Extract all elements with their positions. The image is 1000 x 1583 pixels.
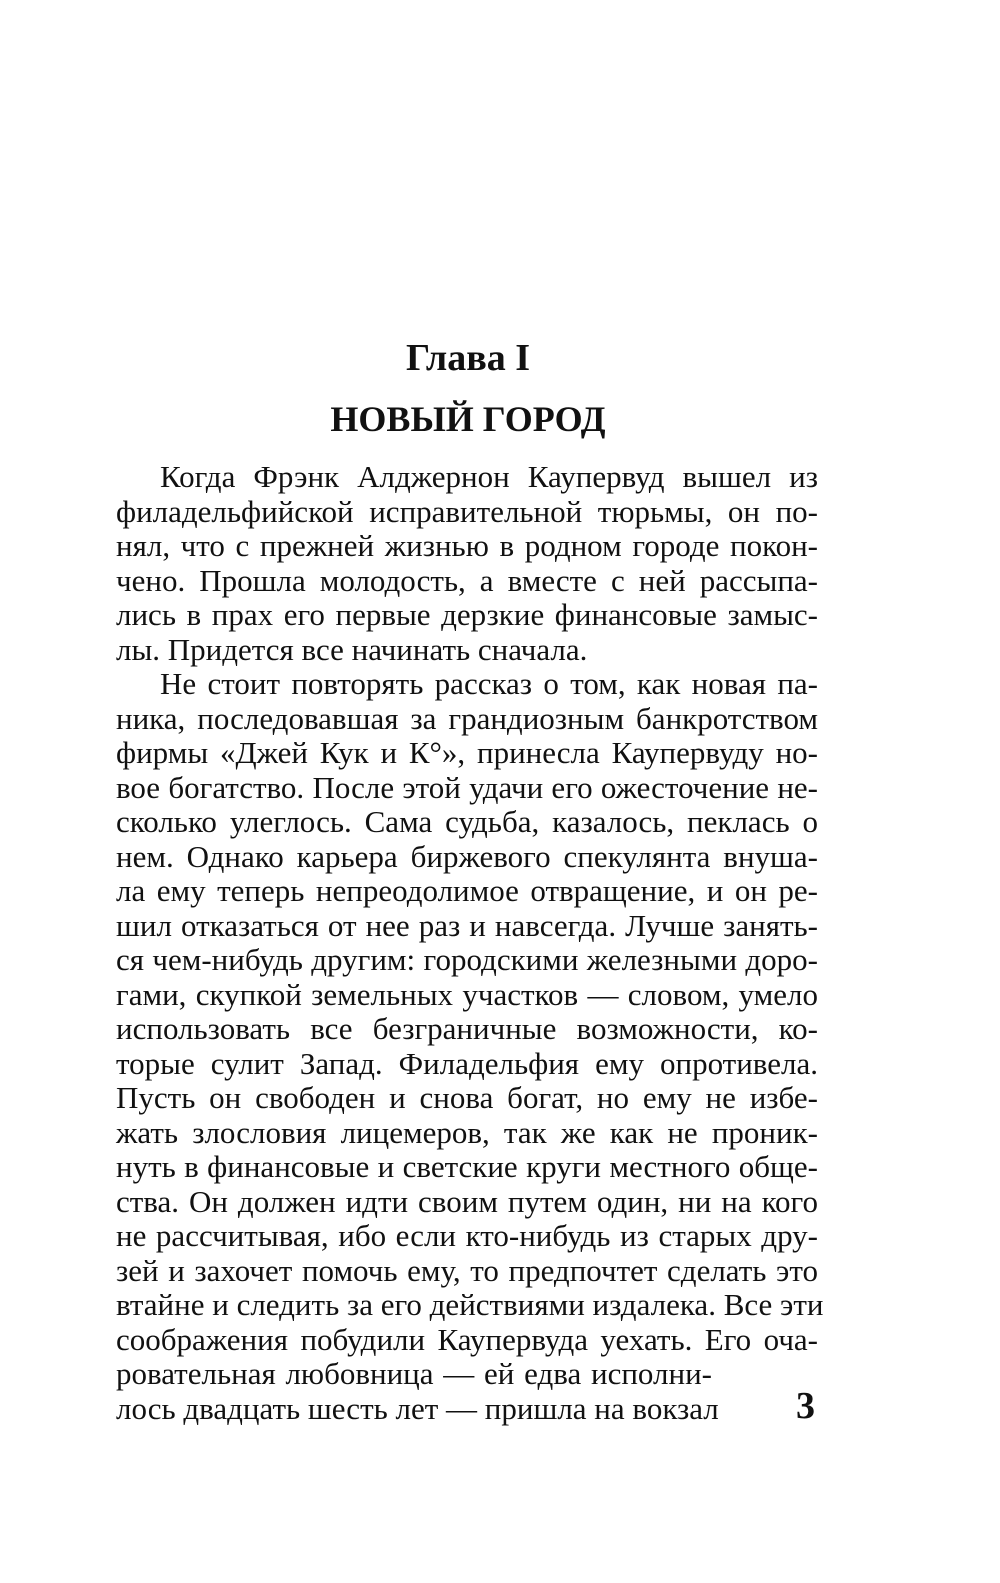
text-line: ства. Он должен идти своим путем один, ни на кого — [116, 1183, 818, 1219]
text-line: ника, последовавшая за грандиозным банкротством — [116, 700, 818, 736]
text-line: лось двадцать шесть лет — пришла на вокзал — [116, 1390, 719, 1426]
text-line: Пусть он свободен и снова богат, но ему не избе- — [116, 1080, 818, 1115]
text-line: ся чем-нибудь другим: городскими железными доро- — [116, 942, 818, 977]
text-line: торые сулит Запад. Филадельфия ему опротивела. — [116, 1045, 818, 1081]
paragraph-2 — [116, 666, 824, 1426]
text-line: жать злословия лицемеров, так же как не проник- — [116, 1114, 818, 1150]
text-line: нуть в финансовые и светские круги местного обще- — [116, 1149, 818, 1184]
text-line: филадельфийской исправительной тюрьмы, он по- — [116, 493, 818, 529]
text-line: нял, что с прежней жизнью в родном городе покон- — [116, 528, 818, 563]
text-line: гами, скупкой земельных участков — словом, умело — [116, 976, 818, 1012]
text-line: лись в прах его первые дерзкие финансовые замыс- — [116, 597, 818, 632]
paragraph-1 — [116, 460, 818, 667]
text-line: ла ему теперь непреодолимое отвращение, и он ре- — [116, 873, 818, 908]
body-text — [116, 459, 824, 1426]
text-line: не рассчитывая, ибо если кто-нибудь из старых дру- — [116, 1218, 818, 1253]
text-line: чено. Прошла молодость, а вместе с ней рассыпа- — [116, 562, 818, 598]
text-line: соображения побудили Каупервуда уехать. Его оча- — [116, 1321, 818, 1357]
text-line: нем. Однако карьера биржевого спекулянта внуша- — [116, 838, 818, 874]
text-line: Не стоит повторять рассказ о том, как новая па- — [160, 666, 818, 701]
text-line: фирмы «Джей Кук и К°», принесла Каупервуду но- — [116, 735, 818, 770]
text-line: ровательная любовница — ей едва исполни- — [116, 1356, 712, 1391]
text-line: Когда Фрэнк Алджернон Каупервуд вышел из — [160, 459, 818, 494]
text-line: лы. Придется все начинать сначала. — [116, 631, 588, 667]
text-line: сколько улеглось. Сама судьба, казалось, пеклась о — [116, 804, 818, 839]
text-line: втайне и следить за его действиями издалека. Все эти — [116, 1287, 824, 1322]
text-line: зей и захочет помочь ему, то предпочтет сделать это — [116, 1252, 818, 1288]
text-line: шил отказаться от нее раз и навсегда. Лучше занять- — [116, 907, 818, 943]
chapter-number: Глава I — [405, 337, 531, 379]
page-number: 3 — [796, 1385, 815, 1427]
text-line: использовать все безграничные возможности, ко- — [116, 1011, 818, 1046]
text-line: вое богатство. После этой удачи его ожесточение не- — [116, 769, 818, 805]
chapter-title: НОВЫЙ ГОРОД — [330, 399, 606, 439]
